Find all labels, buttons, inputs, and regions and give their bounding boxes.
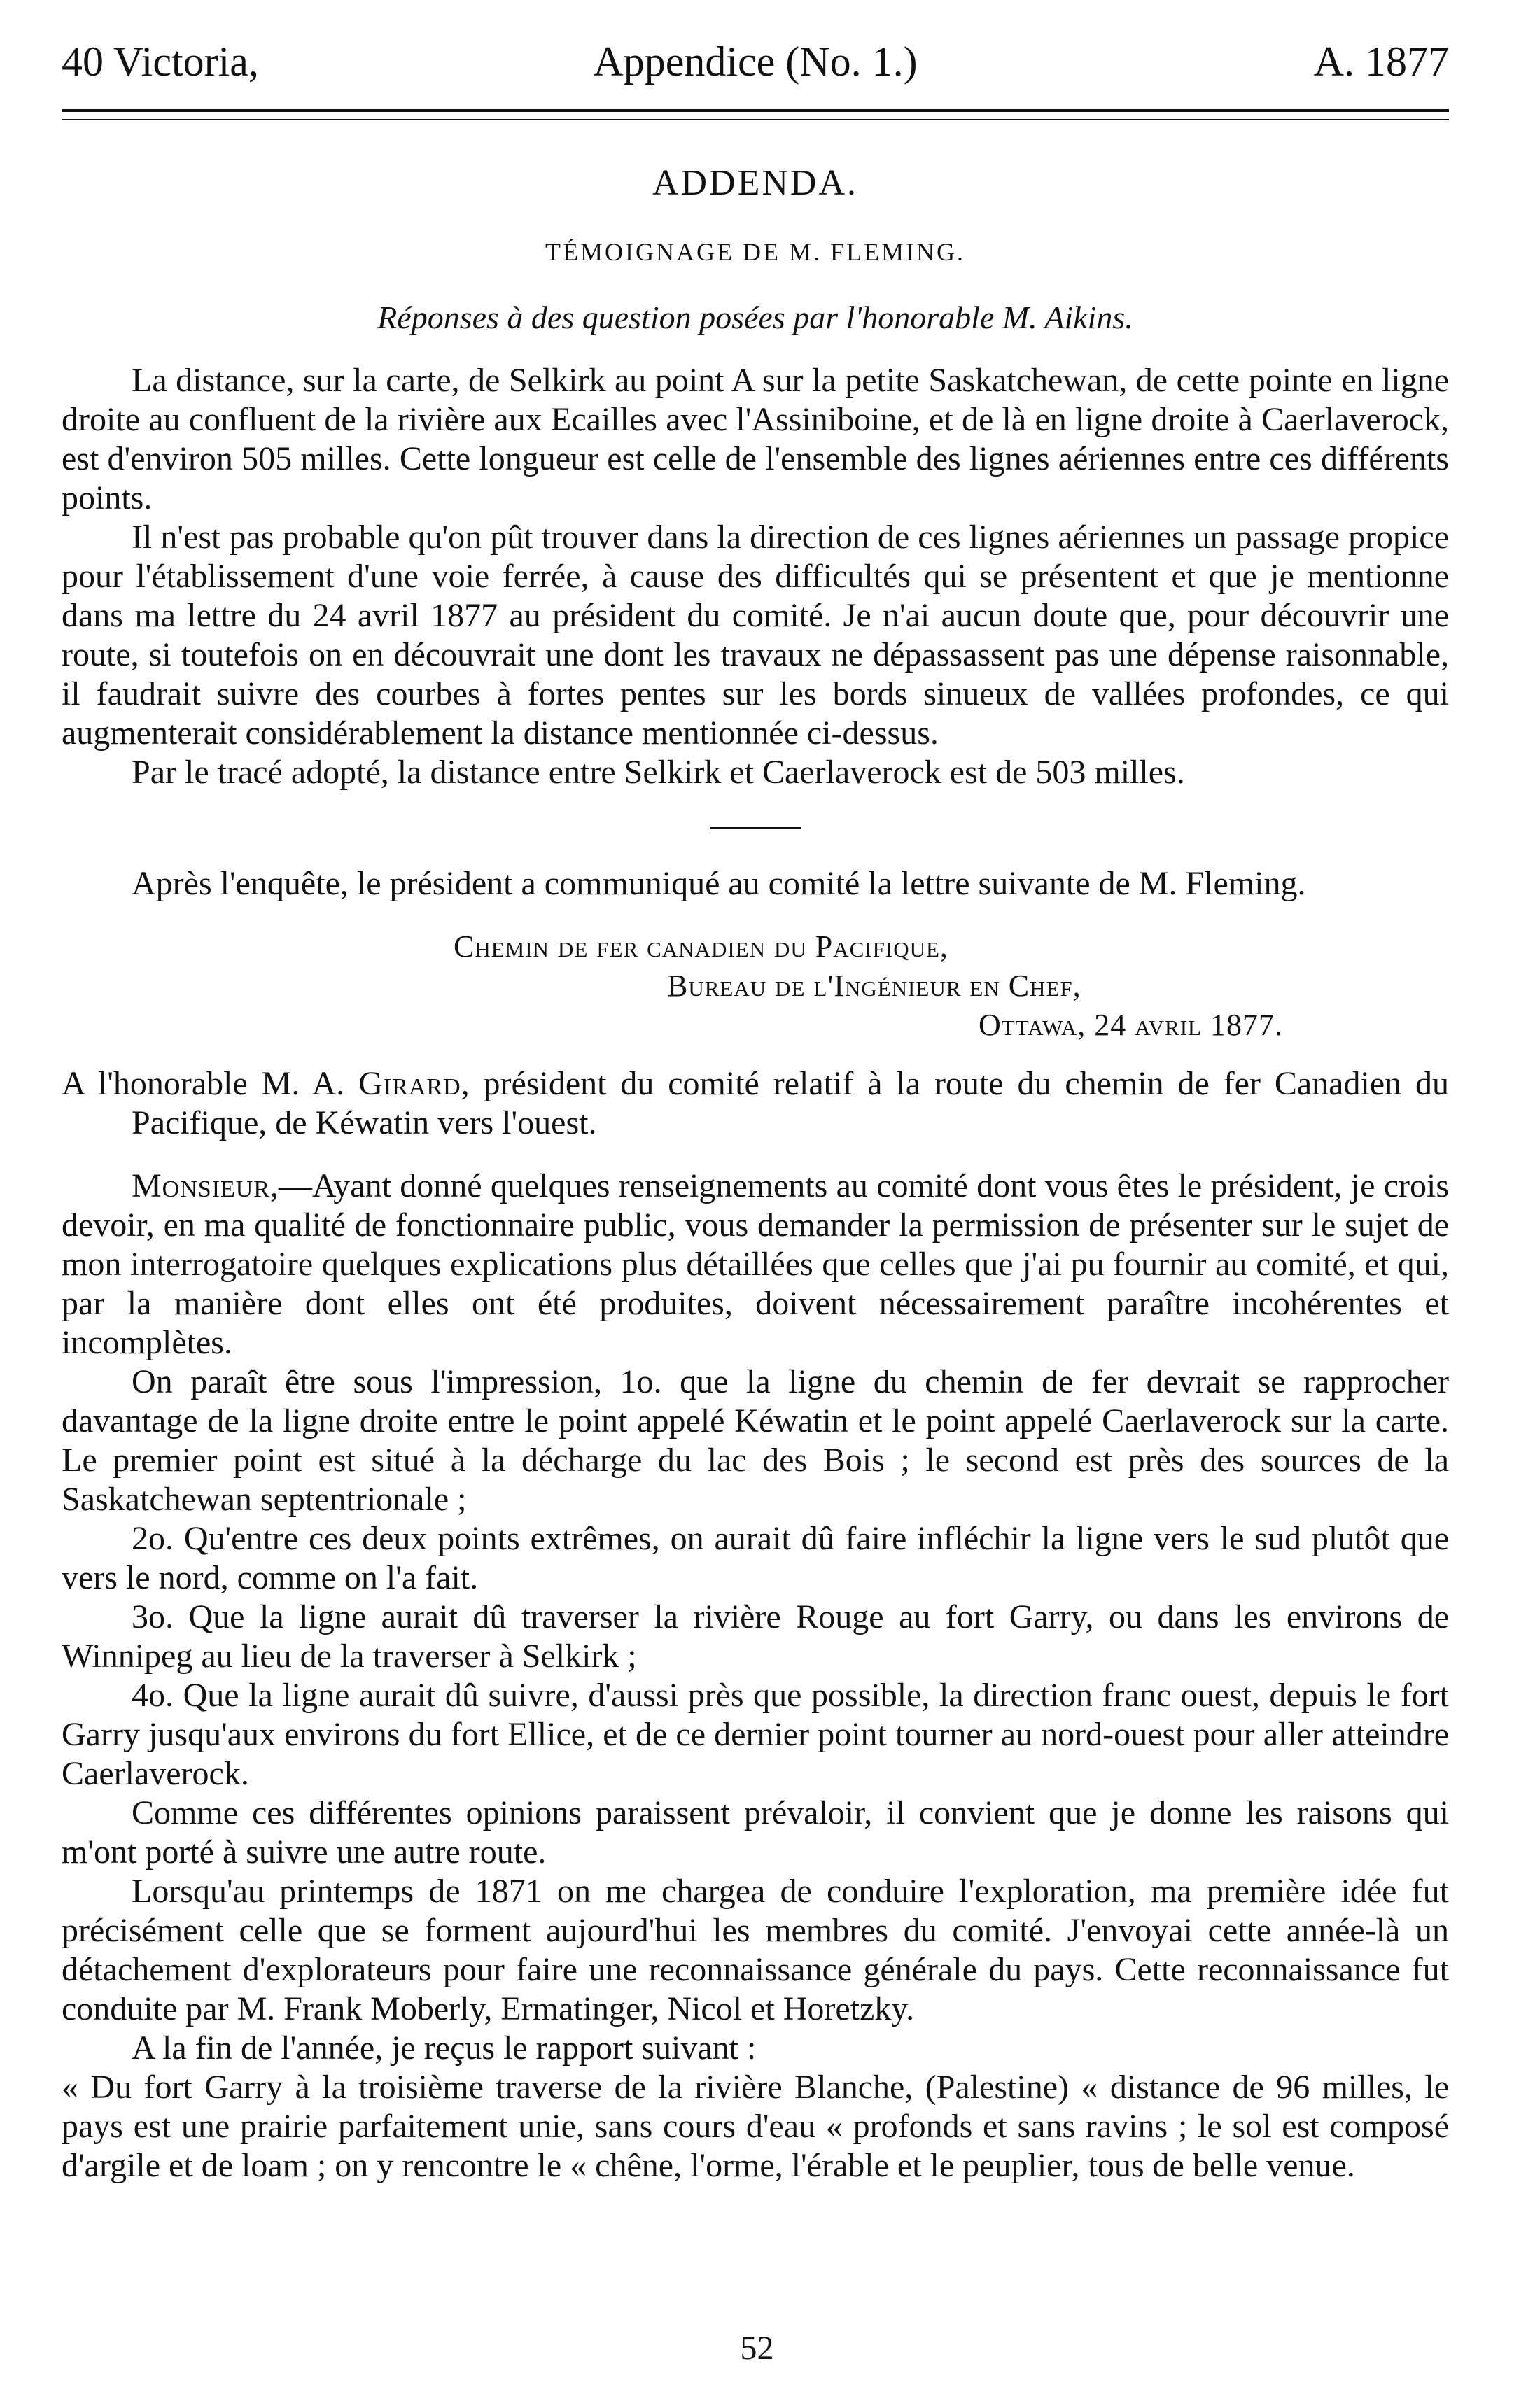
italic-heading: Réponses à des question posées par l'honorable M. Aikins. — [377, 300, 1133, 335]
addressee-rest: , président du comité relatif à la route du chemin de fer Canadien du Pacifique, de Kéwatin vers l'ouest. — [132, 1065, 1450, 1141]
header-center: Appendice (No. 1.) — [593, 38, 918, 85]
quote-paragraph: « Du fort Garry à la troisième traverse de la rivière Blanche, (Palestine) « distance de 96 milles, le pays est une prairie parfaitement unie, sans cours d'eau « profonds et sans ravins ; le sol est composé d'argile et de loam ; on y rencontre le « chêne, l'orme, l'érable et le peuplier, tous de belle venue. — [62, 2069, 1449, 2184]
document-page — [62, 25, 1449, 2185]
paragraph: La distance, sur la carte, de Selkirk au point A sur la petite Saskatchewan, de cette pointe en ligne droite au confluent de la rivière aux Ecailles avec l'Assiniboine, et de là en ligne droite à Caerlaverock, est d'environ 505 milles. Cette longueur est celle de l'ensemble des lignes aériennes entre ces différents points. — [62, 362, 1449, 516]
paragraph: On paraît être sous l'impression, 1o. que la ligne du chemin de fer devrait se rapprocher davantage de la ligne droite entre le point appelé Kéwatin et le point appelé Caerlaverock sur la carte. Le premier point est situé à la décharge du lac des Bois ; le second est près des sources de la Saskatchewan septentrionale ; — [62, 1363, 1449, 1518]
addressee-name: Girard — [358, 1065, 461, 1102]
letterhead-line: Chemin de fer canadien du Pacifique, — [454, 929, 948, 964]
paragraph: Lorsqu'au printemps de 1871 on me chargea de conduire l'exploration, ma première idée fut précisément celle que se forment aujourd'hui les membres du comité. J'envoyai cette année-là un détachement d'explorateurs pour faire une reconnaissance générale du pays. Cette reconnaissance fut conduite par M. Frank Moberly, Ermatinger, Nicol et Horetzky. — [62, 1873, 1449, 2027]
page-title: ADDENDA. — [652, 163, 859, 203]
header-right: A. 1877 — [1313, 38, 1449, 85]
paragraph: 2o. Qu'entre ces deux points extrêmes, on aurait dû faire infléchir la ligne vers le sud plutôt que vers le nord, comme on l'a fait. — [62, 1520, 1449, 1596]
header-rule-thick — [62, 109, 1449, 112]
running-header — [62, 25, 1449, 109]
header-left: 40 Victoria, — [62, 38, 259, 85]
paragraph: A la fin de l'année, je reçus le rapport suivant : — [132, 2029, 757, 2066]
intro-paragraph: Après l'enquête, le président a communiqué au comité la lettre suivante de M. Fleming. — [132, 865, 1306, 902]
page-number: 52 — [740, 2330, 774, 2367]
addressee — [62, 1064, 1449, 1143]
header-rule-thin — [62, 119, 1449, 120]
letterhead-line: Ottawa, 24 avril 1877. — [979, 1008, 1283, 1042]
section-divider — [710, 827, 801, 829]
salutation-text: ,—Ayant donné quelques renseignements au comité dont vous êtes le président, je crois devoir, en ma qualité de fonctionnaire public, vous demander la permission de présenter sur le sujet de mon interrogatoire quelques explications plus détaillées que celles que j'ai pu fournir au comité, et qui, par la manière dont elles ont été produites, doivent nécessairement paraître incohérentes et incomplètes. — [62, 1167, 1449, 1361]
addressee-prefix: A l'honorable M. A. — [62, 1065, 345, 1102]
paragraph: Il n'est pas probable qu'on pût trouver dans la direction de ces lignes aériennes un passage propice pour l'établissement d'une voie ferrée, à cause des difficultés qui se présentent et que je mentionne dans ma lettre du 24 avril 1877 au président du comité. Je n'ai aucun doute que, pour découvrir une route, si toutefois on en découvrait une dont les travaux ne dépassassent pas une dépense raisonnable, il faudrait suivre des courbes à fortes pentes sur les bords sinueux de vallées profondes, ce qui augmenterait considérablement la distance mentionnée ci-dessus. — [62, 519, 1449, 752]
section-subtitle: TÉMOIGNAGE DE M. FLEMING. — [545, 238, 965, 266]
letterhead — [62, 927, 1449, 1045]
paragraph: Comme ces différentes opinions paraissent prévaloir, il convient que je donne les raisons qui m'ont porté à suivre une autre route. — [62, 1794, 1449, 1871]
salutation: Monsieur — [132, 1167, 271, 1204]
paragraph: Par le tracé adopté, la distance entre Selkirk et Caerlaverock est de 503 milles. — [132, 754, 1185, 791]
paragraph: 4o. Que la ligne aurait dû suivre, d'aussi près que possible, la direction franc ouest, depuis le fort Garry jusqu'aux environs du fort Ellice, et de ce dernier point tourner au nord-ouest pour aller atteindre Caerlaverock. — [62, 1677, 1449, 1792]
paragraph: 3o. Que la ligne aurait dû traverser la rivière Rouge au fort Garry, ou dans les environs de Winnipeg au lieu de la traverser à Selkirk ; — [62, 1598, 1449, 1675]
salutation-paragraph — [62, 1167, 1449, 1363]
letterhead-line: Bureau de l'Ingénieur en Chef, — [667, 969, 1081, 1003]
